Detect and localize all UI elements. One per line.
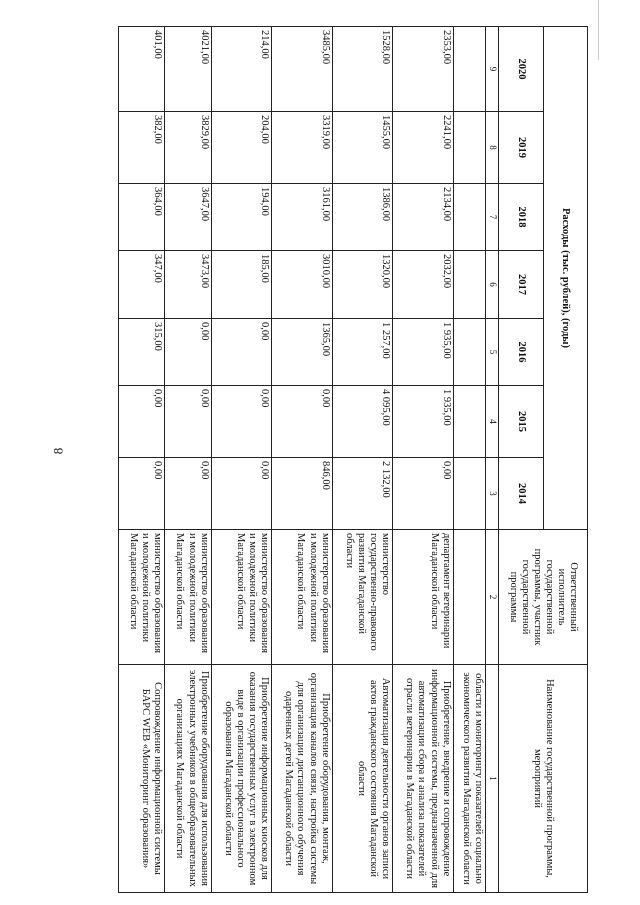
value-cell: 185,00 — [211, 251, 272, 319]
table-row — [453, 27, 485, 893]
column-index: 8 — [485, 112, 498, 184]
column-index: 3 — [485, 458, 498, 530]
column-index: 4 — [485, 386, 498, 458]
value-cell: 3161,00 — [272, 184, 333, 251]
value-cell: 0,00 — [211, 386, 272, 458]
value-cell: 0,00 — [165, 319, 211, 386]
year-header: 2020 — [499, 27, 543, 112]
value-cell — [453, 251, 485, 319]
value-cell: 1 935,00 — [393, 386, 454, 458]
value-cell: 1 257,00 — [332, 319, 393, 386]
value-cell: 0,00 — [211, 458, 272, 530]
year-header: 2014 — [499, 458, 543, 530]
value-cell: 2032,00 — [393, 251, 454, 319]
value-cell: 1528,00 — [332, 27, 393, 112]
header-row — [543, 27, 587, 893]
value-cell: 1455,00 — [332, 112, 393, 184]
rotated-table-container — [118, 26, 588, 892]
value-cell: 0,00 — [393, 458, 454, 530]
value-cell: 0,00 — [119, 386, 165, 458]
table-row — [211, 27, 272, 893]
expenses-header: Расходы (тыс. рублей), (годы) — [543, 27, 587, 530]
value-cell: 1365,00 — [272, 319, 333, 386]
value-cell: 0,00 — [119, 458, 165, 530]
value-cell: 364,00 — [119, 184, 165, 251]
value-cell: 1386,00 — [332, 184, 393, 251]
executor-cell: министерство образования и молодежной политики Магаданской области — [211, 530, 272, 665]
value-cell — [453, 184, 485, 251]
value-cell: 315,00 — [119, 319, 165, 386]
executor-cell: департамент ветеринарии Магаданской области — [393, 530, 454, 665]
value-cell: 846,00 — [272, 458, 333, 530]
value-cell: 0,00 — [165, 386, 211, 458]
value-cell — [453, 27, 485, 112]
value-cell: 0,00 — [272, 386, 333, 458]
executor-cell: министерство образования и молодежной политики Магаданской области — [165, 530, 211, 665]
value-cell: 3485,00 — [272, 27, 333, 112]
name-header: Наименование государственной программы, мероприятий — [499, 665, 588, 893]
executor-cell: министерство образования и молодежной политики Магаданской области — [272, 530, 333, 665]
measure-name-cell: Приобретение, внедрение и сопровождение информационной системы, предназначенной для автоматизации сбора и анализа показателей отрасли ветеринарии в Магаданской области — [393, 665, 454, 893]
table-row — [332, 27, 393, 893]
executor-header: Ответственный исполнитель государственной программы, участник государственной программы — [499, 530, 588, 665]
index-row — [485, 27, 498, 893]
executor-cell: министерство образования и молодежной политики Магаданской области — [119, 530, 165, 665]
value-cell: 1320,00 — [332, 251, 393, 319]
value-cell: 2134,00 — [393, 184, 454, 251]
value-cell: 3473,00 — [165, 251, 211, 319]
year-header: 2019 — [499, 112, 543, 184]
year-header: 2017 — [499, 251, 543, 319]
year-header: 2016 — [499, 319, 543, 386]
value-cell: 0,00 — [165, 458, 211, 530]
value-cell — [453, 458, 485, 530]
value-cell: 3010,00 — [272, 251, 333, 319]
measure-name-cell: области и мониторингу показателей социально экономического развития Магаданской области — [453, 665, 485, 893]
value-cell: 4 095,00 — [332, 386, 393, 458]
value-cell: 3647,00 — [165, 184, 211, 251]
executor-cell: министерство государственно-правового развития Магаданской области — [332, 530, 393, 665]
value-cell: 3829,00 — [165, 112, 211, 184]
year-header: 2015 — [499, 386, 543, 458]
column-index: 2 — [485, 530, 498, 665]
column-index: 1 — [485, 665, 498, 893]
measure-name-cell: Сопровождение информационной системы БАРС WEB «Мониторинг образования» — [119, 665, 165, 893]
measure-name-cell: Приобретение оборудования, монтаж, организация каналов связи, настройка системы для организации дистанционного обучения одаренных детей Магаданской области — [272, 665, 333, 893]
page-number: 8 — [50, 447, 66, 455]
value-cell: 401,00 — [119, 27, 165, 112]
column-index: 9 — [485, 27, 498, 112]
value-cell — [453, 112, 485, 184]
table-row — [393, 27, 454, 893]
value-cell: 1 935,00 — [393, 319, 454, 386]
edge-mark — [598, 0, 599, 60]
measure-name-cell: Автоматизация деятельности органов записи актов гражданского состояния Магаданской области — [332, 665, 393, 893]
value-cell: 214,00 — [211, 27, 272, 112]
table-row — [119, 27, 165, 893]
value-cell: 2241,00 — [393, 112, 454, 184]
value-cell: 4021,00 — [165, 27, 211, 112]
column-index: 6 — [485, 251, 498, 319]
value-cell: 347,00 — [119, 251, 165, 319]
value-cell: 0,00 — [211, 319, 272, 386]
year-header: 2018 — [499, 184, 543, 251]
column-index: 5 — [485, 319, 498, 386]
value-cell: 3319,00 — [272, 112, 333, 184]
value-cell: 204,00 — [211, 112, 272, 184]
table-row — [165, 27, 211, 893]
executor-cell — [453, 530, 485, 665]
column-index: 7 — [485, 184, 498, 251]
value-cell: 2 132,00 — [332, 458, 393, 530]
measure-name-cell: Приобретение информационных киосков для оказания государственных услуг в электронном виде в организации профессионального образования Магаданской области — [211, 665, 272, 893]
measure-name-cell: Приобретение оборудования для использования электронных учебников в общеобразовательных организациях Магаданской области — [165, 665, 211, 893]
value-cell — [453, 386, 485, 458]
value-cell — [453, 319, 485, 386]
value-cell: 382,00 — [119, 112, 165, 184]
value-cell: 194,00 — [211, 184, 272, 251]
value-cell: 2353,00 — [393, 27, 454, 112]
table-row — [272, 27, 333, 893]
expenses-table — [118, 26, 588, 893]
